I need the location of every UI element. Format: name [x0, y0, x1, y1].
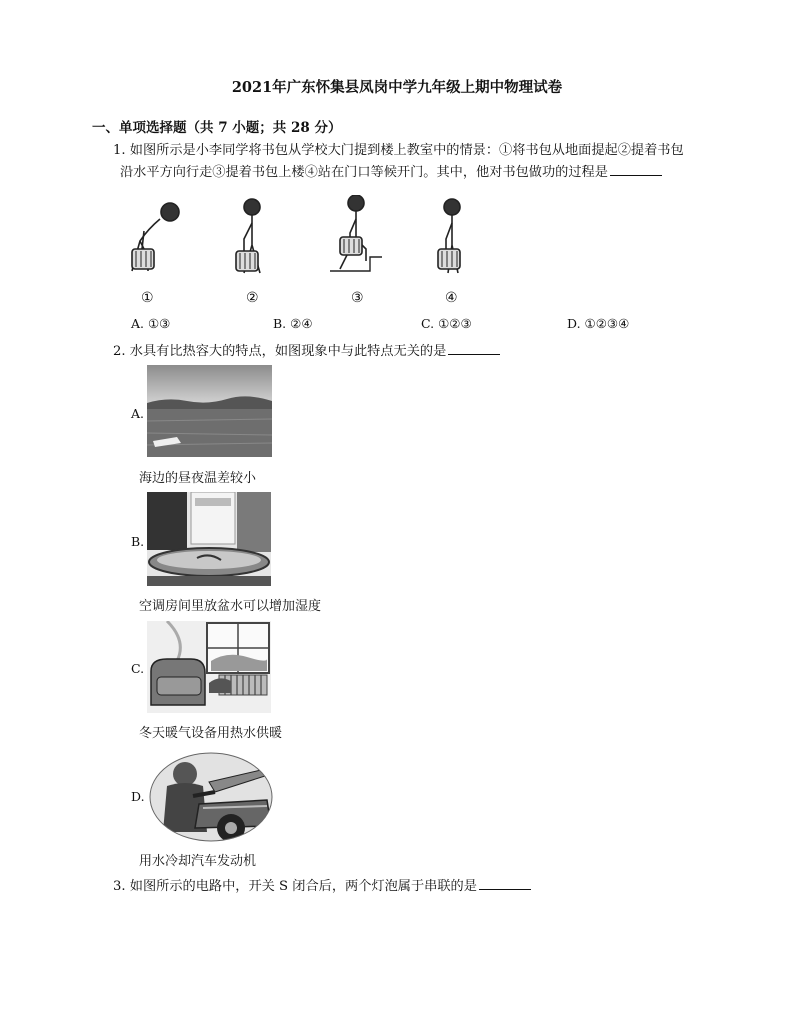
- q1-option-b: B. ②④: [273, 316, 313, 331]
- q1-option-c: C. ①②③: [421, 316, 472, 331]
- q1-stem-text: 沿水平方向行走③提着书包上楼④站在门口等候开门。其中，他对书包做功的过程是: [120, 165, 608, 180]
- q1-figure-label-1: ①: [141, 290, 154, 306]
- q1-option-a: A. ①③: [131, 316, 171, 331]
- q1-stem-line2: [120, 162, 662, 184]
- q2-option-b-image: [147, 492, 271, 586]
- section-heading: 一、单项选择题（共 7 小题；共 28 分）: [92, 120, 342, 136]
- q2-option-d-caption: 用水冷却汽车发动机: [139, 854, 257, 869]
- q1-figure-2: [236, 199, 260, 273]
- q2-option-c-caption: 冬天暖气设备用热水供暖: [139, 726, 283, 741]
- q1-figure-4: [438, 199, 460, 273]
- q1-figure-label-3: ③: [351, 290, 364, 306]
- q3-answer-blank: [479, 877, 531, 890]
- q1-figure-label-4: ④: [445, 290, 458, 306]
- q2-option-a-caption: 海边的昼夜温差较小: [139, 471, 257, 486]
- q2-option-a-label: A.: [131, 406, 145, 421]
- q2-stem: [113, 341, 500, 363]
- q1-figure-3: [330, 195, 382, 271]
- q2-option-d-label: D.: [131, 789, 145, 804]
- q1-figure-label-2: ②: [246, 290, 259, 306]
- q1-answer-blank: [610, 163, 662, 176]
- q2-option-c-label: C.: [131, 661, 145, 676]
- q2-stem-text: 2. 水具有比热容大的特点，如图现象中与此特点无关的是: [113, 344, 447, 359]
- q2-answer-blank: [448, 342, 500, 355]
- q2-option-b-caption: 空调房间里放盆水可以增加湿度: [139, 599, 322, 614]
- q1-option-d: D. ①②③④: [567, 316, 630, 331]
- q3-stem-text: 3. 如图所示的电路中，开关 S 闭合后，两个灯泡属于串联的是: [113, 879, 477, 894]
- q2-option-b-label: B.: [131, 534, 145, 549]
- q1-stem-line1: 1. 如图所示是小李同学将书包从学校大门提到楼上教室中的情景：①将书包从地面提起②提着书包: [113, 143, 684, 158]
- q1-figure-strip: [118, 195, 478, 283]
- exam-title: 2021年广东怀集县凤岗中学九年级上期中物理试卷: [231, 79, 563, 96]
- q3-stem: [113, 876, 531, 898]
- q1-figure-1: [132, 203, 179, 271]
- q2-option-c-image: [147, 621, 271, 713]
- q2-option-d-image: [149, 752, 273, 842]
- q2-option-a-image: [147, 365, 272, 457]
